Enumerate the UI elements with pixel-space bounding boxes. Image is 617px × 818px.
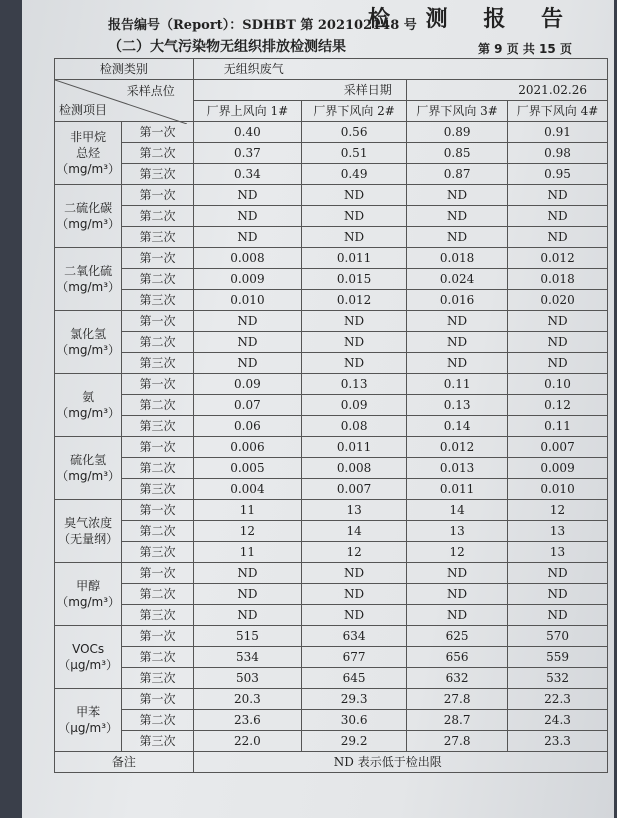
table-row xyxy=(55,416,608,437)
value-cell: ND xyxy=(407,584,508,605)
value-cell: 0.13 xyxy=(407,395,508,416)
value-cell: ND xyxy=(302,563,407,584)
value-cell: 0.95 xyxy=(508,164,608,185)
value-cell: 0.015 xyxy=(302,269,407,290)
table-row xyxy=(55,437,608,458)
value-cell: ND xyxy=(508,227,608,248)
value-cell: 0.12 xyxy=(508,395,608,416)
value-cell: ND xyxy=(193,332,301,353)
table-row xyxy=(55,332,608,353)
value-cell: 30.6 xyxy=(302,710,407,731)
value-cell: ND xyxy=(302,584,407,605)
header-row-category xyxy=(55,59,608,80)
table-row xyxy=(55,122,608,143)
round-label: 第三次 xyxy=(122,542,194,563)
round-label: 第二次 xyxy=(122,710,194,731)
point-2: 厂界下风向 2# xyxy=(302,101,407,122)
value-cell: 570 xyxy=(508,626,608,647)
value-cell: ND xyxy=(407,605,508,626)
pollutant-name: 氯化氢 （mg/m³） xyxy=(55,311,122,374)
value-cell: 11 xyxy=(193,500,301,521)
round-label: 第二次 xyxy=(122,332,194,353)
value-cell: 0.91 xyxy=(508,122,608,143)
value-cell: 0.40 xyxy=(193,122,301,143)
round-label: 第一次 xyxy=(122,437,194,458)
value-cell: 503 xyxy=(193,668,301,689)
value-cell: ND xyxy=(508,332,608,353)
value-cell: ND xyxy=(193,605,301,626)
value-cell: ND xyxy=(508,206,608,227)
value-cell: ND xyxy=(508,605,608,626)
round-label: 第一次 xyxy=(122,248,194,269)
value-cell: ND xyxy=(193,353,301,374)
value-cell: ND xyxy=(193,206,301,227)
value-cell: 0.010 xyxy=(508,479,608,500)
category-label: 检测类别 xyxy=(55,59,194,80)
round-label: 第三次 xyxy=(122,668,194,689)
value-cell: 14 xyxy=(302,521,407,542)
value-cell: ND xyxy=(508,584,608,605)
value-cell: 0.14 xyxy=(407,416,508,437)
value-cell: 0.009 xyxy=(193,269,301,290)
value-cell: 634 xyxy=(302,626,407,647)
point-3: 厂界下风向 3# xyxy=(407,101,508,122)
value-cell: 12 xyxy=(508,500,608,521)
report-title: 检 测 报 告 xyxy=(368,6,577,32)
value-cell: 0.004 xyxy=(193,479,301,500)
round-label: 第二次 xyxy=(122,395,194,416)
value-cell: 0.012 xyxy=(407,437,508,458)
value-cell: ND xyxy=(302,353,407,374)
value-cell: 0.09 xyxy=(302,395,407,416)
value-cell: ND xyxy=(508,563,608,584)
table-row xyxy=(55,395,608,416)
value-cell: 0.024 xyxy=(407,269,508,290)
table-row xyxy=(55,626,608,647)
value-cell: 0.008 xyxy=(193,248,301,269)
note-label: 备注 xyxy=(55,752,194,773)
value-cell: ND xyxy=(302,332,407,353)
value-cell: 0.11 xyxy=(508,416,608,437)
value-cell: 13 xyxy=(508,521,608,542)
table-row xyxy=(55,563,608,584)
value-cell: 0.07 xyxy=(193,395,301,416)
round-label: 第三次 xyxy=(122,731,194,752)
table-row xyxy=(55,668,608,689)
page-number: 第 9 页 共 15 页 xyxy=(478,42,572,56)
table-row xyxy=(55,521,608,542)
pollutant-name: 二硫化碳 （mg/m³） xyxy=(55,185,122,248)
value-cell: 0.011 xyxy=(302,437,407,458)
value-cell: 0.006 xyxy=(193,437,301,458)
value-cell: 0.87 xyxy=(407,164,508,185)
table-row xyxy=(55,227,608,248)
round-label: 第一次 xyxy=(122,626,194,647)
value-cell: 13 xyxy=(407,521,508,542)
pollutant-name: 甲醇 （mg/m³） xyxy=(55,563,122,626)
value-cell: 29.3 xyxy=(302,689,407,710)
round-label: 第三次 xyxy=(122,227,194,248)
value-cell: ND xyxy=(193,584,301,605)
value-cell: ND xyxy=(508,185,608,206)
value-cell: 29.2 xyxy=(302,731,407,752)
round-label: 第一次 xyxy=(122,122,194,143)
value-cell: 0.007 xyxy=(302,479,407,500)
value-cell: ND xyxy=(407,227,508,248)
table-row xyxy=(55,479,608,500)
pollutant-name: 非甲烷 总烃 （mg/m³） xyxy=(55,122,122,185)
value-cell: 28.7 xyxy=(407,710,508,731)
table-row xyxy=(55,689,608,710)
value-cell: 0.10 xyxy=(508,374,608,395)
pollutant-name: 臭气浓度 （无量纲） xyxy=(55,500,122,563)
pollutant-name: 氨 （mg/m³） xyxy=(55,374,122,437)
value-cell: 0.012 xyxy=(302,290,407,311)
round-label: 第二次 xyxy=(122,206,194,227)
report-page xyxy=(22,0,614,818)
item-label: 检测项目 xyxy=(59,103,108,117)
round-label: 第二次 xyxy=(122,458,194,479)
point-label: 采样点位 xyxy=(126,84,175,98)
value-cell: ND xyxy=(302,185,407,206)
value-cell: 677 xyxy=(302,647,407,668)
value-cell: 14 xyxy=(407,500,508,521)
value-cell: 645 xyxy=(302,668,407,689)
value-cell: 625 xyxy=(407,626,508,647)
table-row xyxy=(55,185,608,206)
value-cell: 0.005 xyxy=(193,458,301,479)
table-row xyxy=(55,269,608,290)
round-label: 第三次 xyxy=(122,353,194,374)
value-cell: ND xyxy=(302,206,407,227)
value-cell: 0.49 xyxy=(302,164,407,185)
value-cell: 0.13 xyxy=(302,374,407,395)
value-cell: ND xyxy=(193,227,301,248)
value-cell: 22.0 xyxy=(193,731,301,752)
pollutant-name: 甲苯 （μg/m³） xyxy=(55,689,122,752)
value-cell: 515 xyxy=(193,626,301,647)
value-cell: 0.010 xyxy=(193,290,301,311)
table-row xyxy=(55,143,608,164)
table-row xyxy=(55,500,608,521)
value-cell: 656 xyxy=(407,647,508,668)
pollutant-name: VOCs （μg/m³） xyxy=(55,626,122,689)
pollutant-name: 二氧化硫 （mg/m³） xyxy=(55,248,122,311)
round-label: 第二次 xyxy=(122,647,194,668)
value-cell: 0.009 xyxy=(508,458,608,479)
note-value: ND 表示低于检出限 xyxy=(193,752,607,773)
table-row xyxy=(55,374,608,395)
round-label: 第一次 xyxy=(122,500,194,521)
value-cell: 0.020 xyxy=(508,290,608,311)
round-label: 第三次 xyxy=(122,479,194,500)
value-cell: 0.09 xyxy=(193,374,301,395)
value-cell: ND xyxy=(407,185,508,206)
table-row xyxy=(55,353,608,374)
report-header xyxy=(108,6,608,32)
value-cell: ND xyxy=(407,311,508,332)
value-cell: 0.98 xyxy=(508,143,608,164)
round-label: 第一次 xyxy=(122,563,194,584)
value-cell: ND xyxy=(508,311,608,332)
value-cell: 0.08 xyxy=(302,416,407,437)
table-row xyxy=(55,206,608,227)
value-cell: 12 xyxy=(193,521,301,542)
value-cell: 24.3 xyxy=(508,710,608,731)
value-cell: ND xyxy=(302,605,407,626)
value-cell: 0.013 xyxy=(407,458,508,479)
value-cell: 11 xyxy=(193,542,301,563)
value-cell: 559 xyxy=(508,647,608,668)
value-cell: 0.007 xyxy=(508,437,608,458)
value-cell: ND xyxy=(193,311,301,332)
round-label: 第三次 xyxy=(122,290,194,311)
value-cell: ND xyxy=(193,563,301,584)
value-cell: 27.8 xyxy=(407,731,508,752)
note-row xyxy=(55,752,608,773)
value-cell: 0.56 xyxy=(302,122,407,143)
table-row xyxy=(55,248,608,269)
value-cell: 27.8 xyxy=(407,689,508,710)
round-label: 第一次 xyxy=(122,374,194,395)
value-cell: ND xyxy=(302,227,407,248)
value-cell: 0.012 xyxy=(508,248,608,269)
round-label: 第三次 xyxy=(122,416,194,437)
value-cell: 22.3 xyxy=(508,689,608,710)
table-row xyxy=(55,647,608,668)
value-cell: 20.3 xyxy=(193,689,301,710)
value-cell: 0.018 xyxy=(508,269,608,290)
round-label: 第三次 xyxy=(122,605,194,626)
round-label: 第三次 xyxy=(122,164,194,185)
pollutant-name: 硫化氢 （mg/m³） xyxy=(55,437,122,500)
category-value: 无组织废气 xyxy=(193,59,607,80)
value-cell: 23.6 xyxy=(193,710,301,731)
value-cell: 13 xyxy=(508,542,608,563)
value-cell: ND xyxy=(302,311,407,332)
value-cell: 532 xyxy=(508,668,608,689)
value-cell: 13 xyxy=(302,500,407,521)
value-cell: 0.11 xyxy=(407,374,508,395)
value-cell: 534 xyxy=(193,647,301,668)
table-row xyxy=(55,584,608,605)
value-cell: 12 xyxy=(302,542,407,563)
date-label: 采样日期 xyxy=(193,80,406,101)
value-cell: 0.018 xyxy=(407,248,508,269)
value-cell: 0.016 xyxy=(407,290,508,311)
round-label: 第二次 xyxy=(122,521,194,542)
report-number: 报告编号（Report）：SDHBT 第 202102148 号 xyxy=(108,18,417,33)
results-table xyxy=(54,58,608,773)
table-row xyxy=(55,290,608,311)
value-cell: 0.34 xyxy=(193,164,301,185)
table-row xyxy=(55,542,608,563)
round-label: 第二次 xyxy=(122,143,194,164)
date-value: 2021.02.26 xyxy=(407,80,608,101)
value-cell: 0.51 xyxy=(302,143,407,164)
value-cell: 23.3 xyxy=(508,731,608,752)
header-row-points xyxy=(55,80,608,101)
value-cell: 0.011 xyxy=(302,248,407,269)
value-cell: 0.008 xyxy=(302,458,407,479)
table-row xyxy=(55,311,608,332)
value-cell: 0.85 xyxy=(407,143,508,164)
value-cell: ND xyxy=(407,353,508,374)
value-cell: 0.011 xyxy=(407,479,508,500)
table-row xyxy=(55,731,608,752)
round-label: 第一次 xyxy=(122,689,194,710)
section-subtitle: （二）大气污染物无组织排放检测结果 xyxy=(108,39,346,55)
value-cell: 12 xyxy=(407,542,508,563)
diagonal-header-cell xyxy=(55,80,194,122)
table-row xyxy=(55,605,608,626)
value-cell: ND xyxy=(193,185,301,206)
round-label: 第二次 xyxy=(122,269,194,290)
value-cell: ND xyxy=(407,332,508,353)
round-label: 第二次 xyxy=(122,584,194,605)
value-cell: ND xyxy=(508,353,608,374)
point-4: 厂界下风向 4# xyxy=(508,101,608,122)
value-cell: 0.06 xyxy=(193,416,301,437)
value-cell: ND xyxy=(407,206,508,227)
value-cell: 0.37 xyxy=(193,143,301,164)
round-label: 第一次 xyxy=(122,311,194,332)
table-row xyxy=(55,458,608,479)
value-cell: ND xyxy=(407,563,508,584)
table-row xyxy=(55,164,608,185)
round-label: 第一次 xyxy=(122,185,194,206)
value-cell: 0.89 xyxy=(407,122,508,143)
point-1: 厂界上风向 1# xyxy=(193,101,301,122)
value-cell: 632 xyxy=(407,668,508,689)
table-row xyxy=(55,710,608,731)
